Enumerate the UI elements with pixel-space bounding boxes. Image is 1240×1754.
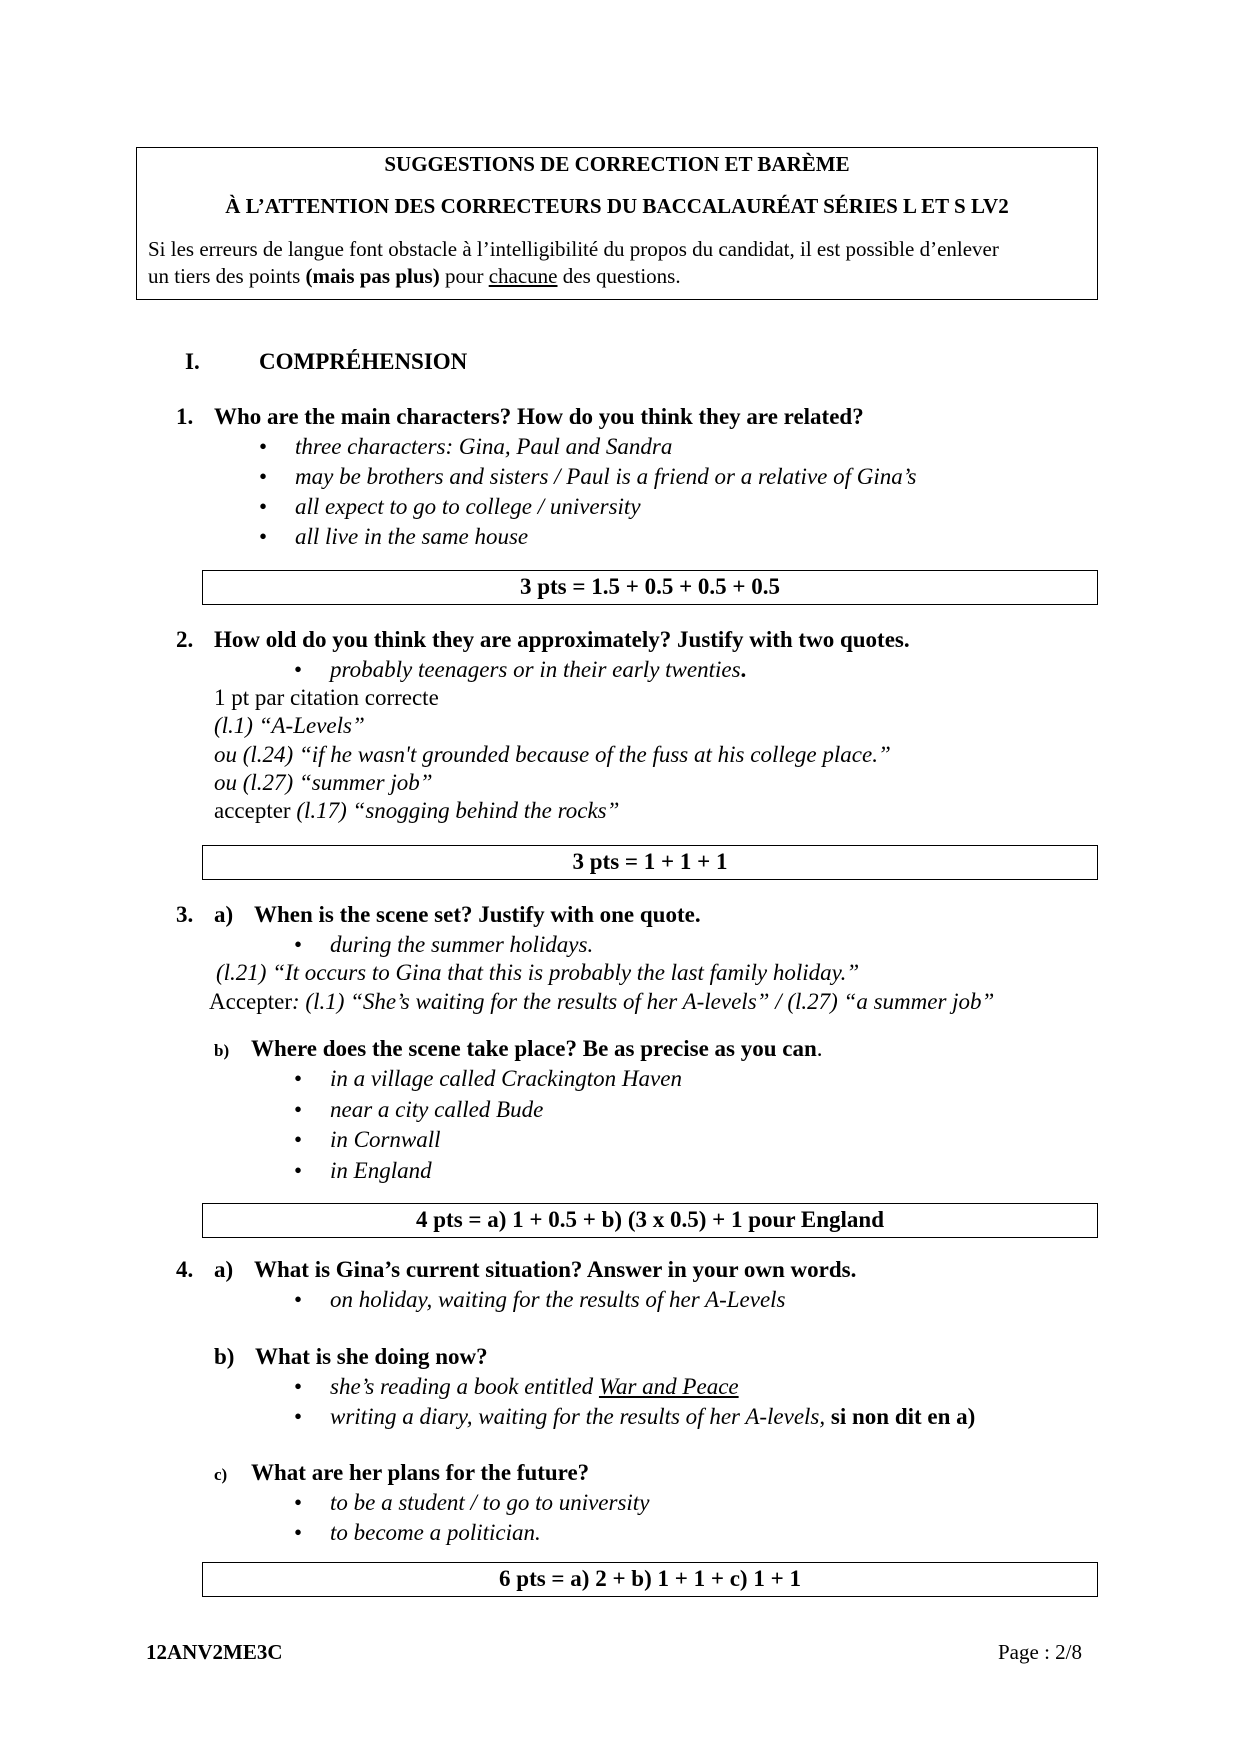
- q3-b-label: b): [214, 1041, 230, 1060]
- q4-points-box: 6 pts = a) 2 + b) 1 + 1 + c) 1 + 1: [202, 1562, 1098, 1597]
- footer-page-number: Page : 2/8: [998, 1640, 1082, 1664]
- q1-question: Who are the main characters? How do you think they are related?: [214, 404, 864, 429]
- instructions-box: [136, 147, 1098, 300]
- q3-points-box: 4 pts = a) 1 + 0.5 + b) (3 x 0.5) + 1 pour England: [202, 1203, 1098, 1238]
- q4-number: 4.: [176, 1257, 194, 1282]
- q3-a-quote: (l.21) “It occurs to Gina that this is probably the last family holiday.”: [216, 960, 860, 985]
- q2-quote-3: ou (l.27) “summer job”: [214, 770, 433, 795]
- q4-c-bullet-1: • to be a student / to go to university: [330, 1490, 649, 1516]
- q3-a-label: a): [214, 902, 234, 927]
- q4-b-label: b): [214, 1344, 235, 1369]
- q2-accept: accepter (l.17) “snogging behind the rocks”: [214, 798, 620, 823]
- q1-points-box: 3 pts = 1.5 + 0.5 + 0.5 + 0.5: [202, 570, 1098, 605]
- q3-b-bullet-4: • in England: [330, 1158, 432, 1184]
- doc-title: SUGGESTIONS DE CORRECTION ET BARÈME: [384, 152, 850, 176]
- instructions-line-2: un tiers des points (mais pas plus) pour chacune des questions.: [148, 264, 681, 288]
- q1-bullet-4: • all live in the same house: [295, 524, 528, 550]
- q3-b-question: Where does the scene take place? Be as precise as you can.: [251, 1036, 823, 1061]
- q3-a-bullet: • during the summer holidays.: [330, 932, 593, 958]
- q2-bullet: • probably teenagers or in their early twenties.: [330, 657, 746, 683]
- q3-b-bullet-1: • in a village called Crackington Haven: [330, 1066, 682, 1092]
- q2-note: 1 pt par citation correcte: [214, 685, 439, 710]
- q2-quote-1: (l.1) “A-Levels”: [214, 713, 365, 738]
- q4-c-label: c): [214, 1465, 228, 1484]
- q3-number: 3.: [176, 902, 194, 927]
- q2-question: How old do you think they are approximately? Justify with two quotes.: [214, 627, 910, 652]
- q4-a-label: a): [214, 1257, 234, 1282]
- q4-b-bullet-1: • she’s reading a book entitled War and Peace: [330, 1374, 739, 1400]
- q3-b-bullet-3: • in Cornwall: [330, 1127, 441, 1153]
- q3-a-question: When is the scene set? Justify with one quote.: [254, 902, 701, 927]
- footer-code: 12ANV2ME3C: [146, 1640, 283, 1664]
- q2-number: 2.: [176, 627, 194, 652]
- q1-bullet-2: • may be brothers and sisters / Paul is a friend or a relative of Gina’s: [295, 464, 916, 490]
- q2-points-box: 3 pts = 1 + 1 + 1: [202, 845, 1098, 880]
- q3-b-bullet-2: • near a city called Bude: [330, 1097, 543, 1123]
- q4-c-bullet-2: • to become a politician.: [330, 1520, 541, 1546]
- doc-subtitle: À L’ATTENTION DES CORRECTEURS DU BACCALAURÉAT SÉRIES L ET S LV2: [225, 194, 1009, 218]
- q3-a-accept: Accepter: (l.1) “She’s waiting for the results of her A-levels” / (l.27) “a summer job”: [209, 989, 995, 1014]
- q4-b-question: What is she doing now?: [255, 1344, 488, 1369]
- q2-quote-2: ou (l.24) “if he wasn't grounded because of the fuss at his college place.”: [214, 742, 891, 767]
- q1-bullet-1: • three characters: Gina, Paul and Sandra: [295, 434, 672, 460]
- q1-number: 1.: [176, 404, 194, 429]
- q4-a-bullet: • on holiday, waiting for the results of her A-Levels: [330, 1287, 786, 1313]
- section-title: COMPRÉHENSION: [259, 349, 468, 374]
- q1-bullet-3: • all expect to go to college / university: [295, 494, 641, 520]
- q4-c-question: What are her plans for the future?: [251, 1460, 590, 1485]
- instructions-line-1: Si les erreurs de langue font obstacle à l’intelligibilité du propos du candidat, il est possible d’enlever: [148, 237, 999, 261]
- section-number: I.: [185, 349, 200, 374]
- q4-a-question: What is Gina’s current situation? Answer in your own words.: [254, 1257, 857, 1282]
- q4-b-bullet-2: • writing a diary, waiting for the results of her A-levels, si non dit en a): [330, 1404, 975, 1430]
